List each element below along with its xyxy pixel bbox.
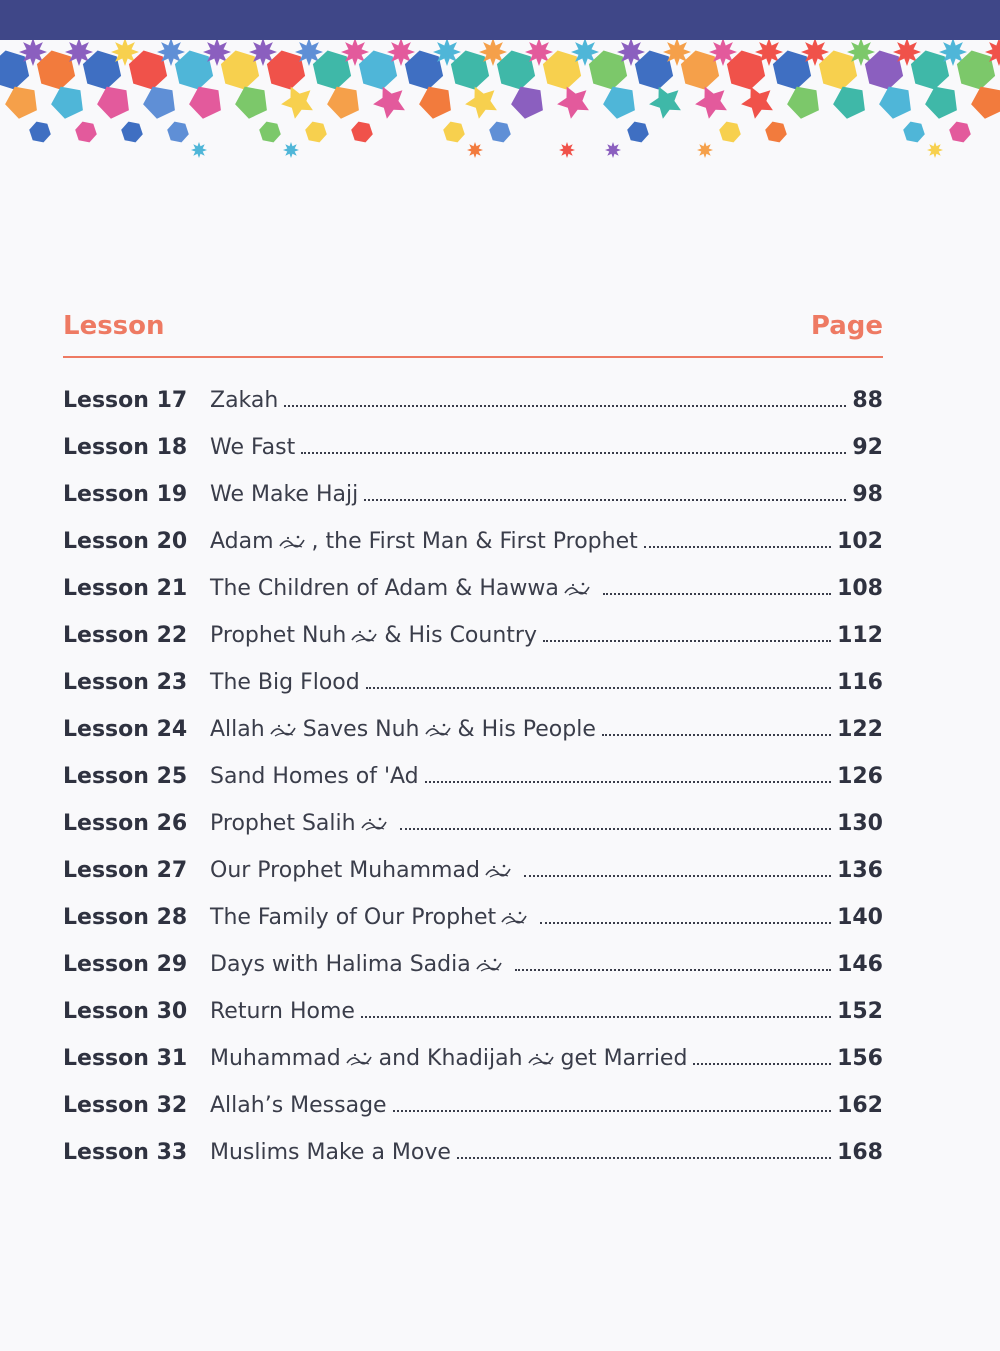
lesson-title (210, 858, 518, 883)
toc-row (63, 670, 883, 717)
dot-leader (366, 686, 831, 689)
pattern-shape (465, 87, 497, 119)
pattern-shape (51, 87, 83, 119)
dot-leader (644, 545, 831, 548)
toc-row (63, 717, 883, 764)
lesson-number: Lesson 28 (63, 905, 188, 930)
top-color-band (0, 0, 1000, 40)
lesson-title-text: Zakah (210, 388, 279, 413)
pattern-shape (489, 122, 511, 143)
lesson-title (210, 1046, 687, 1071)
pattern-shape (75, 122, 97, 143)
salutation-mark-icon (350, 627, 380, 645)
lesson-title-text: Muhammad (210, 1046, 341, 1071)
lesson-title-text: Return Home (210, 999, 355, 1024)
pattern-shape (497, 51, 535, 90)
pattern-shape (695, 87, 727, 119)
toc-row (63, 858, 883, 905)
lesson-title-text: Prophet Nuh (210, 623, 347, 648)
lesson-title (210, 764, 419, 789)
dot-leader (515, 968, 831, 971)
toc-row (63, 1140, 883, 1187)
toc-row (63, 1046, 883, 1093)
toc-row (63, 952, 883, 999)
lesson-title-text: The Family of Our Prophet (210, 905, 497, 930)
lesson-column-heading: Lesson (63, 311, 165, 341)
pattern-shape (681, 51, 719, 90)
lesson-title-text: Allah (210, 717, 265, 742)
lesson-title (210, 952, 509, 977)
page-number: 98 (852, 482, 883, 507)
pattern-shape (911, 51, 949, 90)
pattern-shape (419, 87, 451, 119)
pattern-shape (511, 87, 543, 119)
page-number: 156 (837, 1046, 883, 1071)
pattern-shape (97, 87, 129, 119)
lesson-number: Lesson 31 (63, 1046, 188, 1071)
lesson-number: Lesson 26 (63, 811, 188, 836)
dot-leader (543, 639, 831, 642)
toc-entries (63, 388, 883, 1187)
lesson-title (210, 435, 295, 460)
pattern-shape (267, 51, 305, 90)
page-number: 88 (852, 388, 883, 413)
lesson-title-text: Our Prophet Muhammad (210, 858, 480, 883)
pattern-shape (221, 51, 259, 90)
toc-row (63, 811, 883, 858)
pattern-shape (351, 122, 373, 143)
lesson-title-text: Allah’s Message (210, 1093, 387, 1118)
dot-leader (602, 733, 831, 736)
dot-leader (393, 1109, 831, 1112)
pattern-shape (971, 87, 1000, 119)
lesson-title (210, 388, 278, 413)
dot-leader (457, 1156, 831, 1159)
pattern-shape (5, 87, 37, 119)
dot-leader (284, 404, 846, 407)
pattern-shape (787, 87, 819, 119)
dot-leader (301, 451, 846, 454)
toc-header (63, 300, 883, 358)
pattern-shape (259, 122, 281, 143)
dot-leader (693, 1062, 831, 1065)
honorific-mark-icon (527, 1050, 557, 1068)
toc-row (63, 388, 883, 435)
honorific-mark-icon (475, 956, 505, 974)
pattern-shape (605, 142, 621, 158)
pattern-shape (451, 51, 489, 90)
pattern-shape (773, 51, 811, 90)
lesson-number: Lesson 19 (63, 482, 188, 507)
pattern-shape (467, 142, 483, 158)
page-number: 126 (837, 764, 883, 789)
lesson-number: Lesson 17 (63, 388, 188, 413)
lesson-number: Lesson 20 (63, 529, 188, 554)
toc-row (63, 576, 883, 623)
pattern-shape (37, 51, 75, 90)
page-number: 162 (837, 1093, 883, 1118)
pattern-shape (405, 51, 443, 90)
lesson-number: Lesson 30 (63, 999, 188, 1024)
pattern-shape (697, 142, 713, 158)
pattern-shape (327, 87, 359, 119)
lesson-title-text: , the First Man & First Prophet (311, 529, 638, 554)
pattern-shape (925, 87, 957, 119)
lesson-number: Lesson 27 (63, 858, 188, 883)
toc-row (63, 905, 883, 952)
geometric-pattern-border (0, 40, 1000, 170)
lesson-title (210, 905, 534, 930)
pattern-shape (603, 87, 635, 119)
pattern-shape (281, 87, 313, 119)
page-number: 102 (837, 529, 883, 554)
lesson-number: Lesson 23 (63, 670, 188, 695)
lesson-title-text: and Khadijah (378, 1046, 523, 1071)
pattern-shape (879, 87, 911, 119)
salutation-mark-icon (424, 721, 454, 739)
pattern-shape (143, 87, 175, 119)
toc-row (63, 623, 883, 670)
pattern-shape (949, 122, 971, 143)
lesson-title (210, 529, 638, 554)
toc-row (63, 999, 883, 1046)
lesson-title-text: get Married (560, 1046, 688, 1071)
lesson-title-text: & His Country (384, 623, 537, 648)
blessing-mark-icon (500, 909, 530, 927)
pattern-shape (313, 51, 351, 90)
lesson-number: Lesson 22 (63, 623, 188, 648)
page-number: 152 (837, 999, 883, 1024)
pattern-shape (129, 51, 167, 90)
lesson-title-text: Prophet Salih (210, 811, 356, 836)
pattern-shape (589, 51, 627, 90)
pattern-shape (765, 122, 787, 143)
page-number: 112 (837, 623, 883, 648)
page-number: 140 (837, 905, 883, 930)
page-number: 108 (837, 576, 883, 601)
pattern-shape (649, 87, 681, 119)
lesson-title (210, 811, 394, 836)
table-of-contents (63, 300, 883, 1187)
dot-leader (540, 921, 831, 924)
lesson-title-text: Saves Nuh (302, 717, 420, 742)
lesson-title-text: Days with Halima Sadia (210, 952, 471, 977)
lesson-title (210, 1093, 387, 1118)
pattern-shape (927, 142, 943, 158)
page-number: 130 (837, 811, 883, 836)
pattern-shape (167, 122, 189, 143)
lesson-title (210, 482, 358, 507)
page-number: 116 (837, 670, 883, 695)
pattern-shape (903, 122, 925, 143)
pattern-shape (121, 122, 143, 143)
blessing-mark-icon (484, 862, 514, 880)
lesson-title-text: Muslims Make a Move (210, 1140, 451, 1165)
dot-leader (361, 1015, 831, 1018)
lesson-number: Lesson 32 (63, 1093, 188, 1118)
toc-row (63, 529, 883, 576)
lesson-title (210, 670, 360, 695)
pattern-shape (443, 122, 465, 143)
page-number: 92 (852, 435, 883, 460)
pattern-shape (635, 51, 673, 90)
page-number: 146 (837, 952, 883, 977)
pattern-shape (557, 87, 589, 119)
pattern-shape (833, 87, 865, 119)
lesson-number: Lesson 29 (63, 952, 188, 977)
pattern-shape (29, 122, 51, 143)
lesson-title (210, 576, 597, 601)
pattern-shape (373, 87, 405, 119)
pattern-shape (543, 51, 581, 90)
lesson-title-text: & His People (457, 717, 596, 742)
lesson-number: Lesson 21 (63, 576, 188, 601)
blessing-mark-icon (345, 1050, 375, 1068)
lesson-number: Lesson 18 (63, 435, 188, 460)
toc-row (63, 482, 883, 529)
pattern-shape (305, 122, 327, 143)
pattern-shape (191, 142, 207, 158)
page-number: 136 (837, 858, 883, 883)
lesson-title-text: Adam (210, 529, 274, 554)
lesson-number: Lesson 24 (63, 717, 188, 742)
lesson-title (210, 1140, 451, 1165)
lesson-title (210, 623, 537, 648)
pattern-shape (559, 142, 575, 158)
page-column-heading: Page (810, 311, 883, 341)
lesson-title-text: The Big Flood (210, 670, 360, 695)
pattern-shape (865, 51, 903, 90)
pattern-shape (957, 51, 995, 90)
pattern-shape (819, 51, 857, 90)
lesson-title (210, 717, 596, 742)
lesson-title-text: We Fast (210, 435, 296, 460)
dot-leader (524, 874, 831, 877)
pattern-shape (283, 142, 299, 158)
toc-row (63, 435, 883, 482)
pattern-shape (741, 87, 773, 119)
salutation-mark-icon (360, 815, 390, 833)
page-number: 122 (837, 717, 883, 742)
dot-leader (603, 592, 831, 595)
pattern-shape (719, 122, 741, 143)
lesson-title-text: Sand Homes of 'Ad (210, 764, 419, 789)
toc-row (63, 764, 883, 811)
pattern-shape (189, 87, 221, 119)
salutation-mark-icon (563, 580, 593, 598)
lesson-number: Lesson 33 (63, 1140, 188, 1165)
lesson-title-text: The Children of Adam & Hawwa (210, 576, 559, 601)
pattern-shape (627, 122, 649, 143)
pattern-shape (0, 51, 29, 90)
pattern-shape (83, 51, 121, 90)
dot-leader (400, 827, 831, 830)
pattern-shape (175, 51, 213, 90)
salutation-mark-icon (278, 533, 308, 551)
toc-row (63, 1093, 883, 1140)
lesson-title (210, 999, 355, 1024)
pattern-shape (359, 51, 397, 90)
pattern-shape (235, 87, 267, 119)
lesson-title-text: We Make Hajj (210, 482, 359, 507)
glorification-mark-icon (269, 721, 299, 739)
page-number: 168 (837, 1140, 883, 1165)
dot-leader (364, 498, 846, 501)
pattern-shape (727, 51, 765, 90)
dot-leader (425, 780, 831, 783)
lesson-number: Lesson 25 (63, 764, 188, 789)
